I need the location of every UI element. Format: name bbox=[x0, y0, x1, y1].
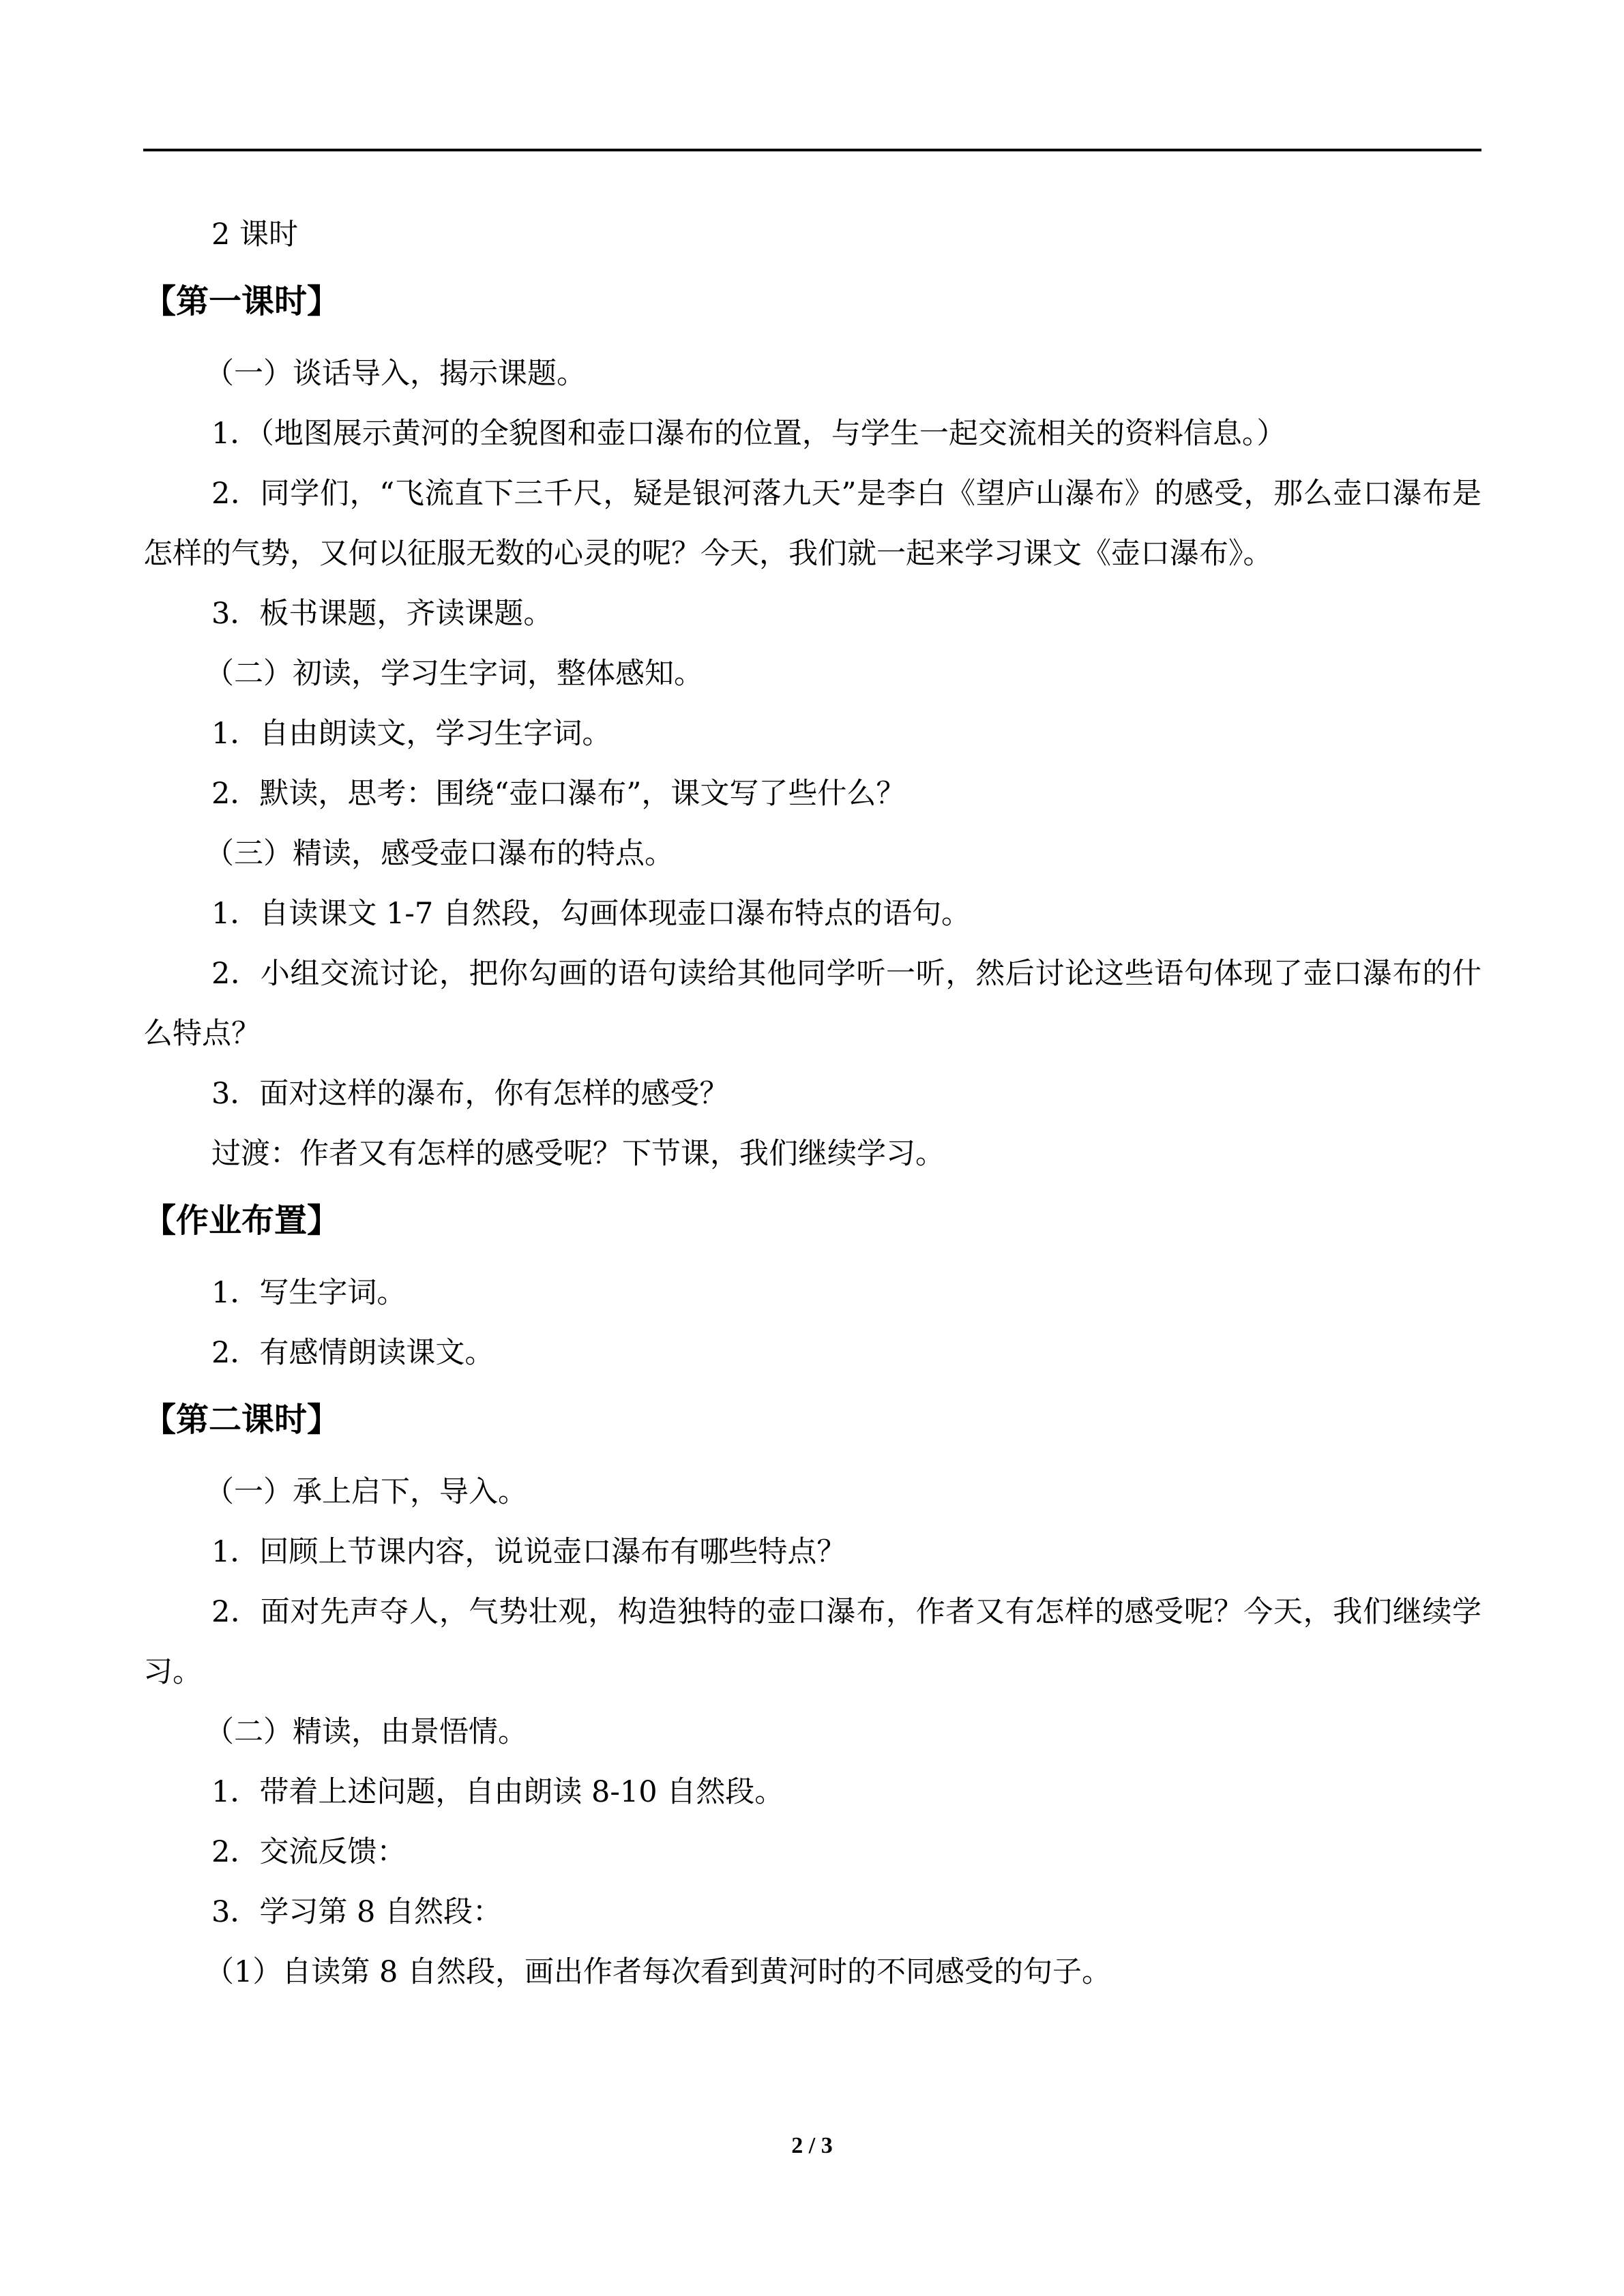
first-lesson-p6: 1．自由朗读文，学习生字词。 bbox=[211, 717, 612, 751]
document-content bbox=[143, 205, 1481, 2002]
second-lesson-p4: （二）精读，由景悟情。 bbox=[205, 1715, 527, 1749]
first-lesson-p10: 2．小组交流讨论，把你勾画的语句读给其他同学听一听，然后讨论这些语句体现了壶口瀑布的什么特点？ bbox=[143, 957, 1481, 1051]
first-lesson-heading: 【第一课时】 bbox=[143, 282, 340, 320]
first-lesson-p5: （二）初读，学习生字词，整体感知。 bbox=[205, 657, 703, 691]
first-lesson-p3: 2．同学们，“飞流直下三千尺，疑是银河落九天”是李白《望庐山瀑布》的感受，那么壶口瀑布是怎样的气势，又何以征服无数的心灵的呢？今天，我们就一起来学习课文《壶口瀑布》。 bbox=[143, 477, 1481, 571]
second-lesson-p8: （1）自读第 8 自然段，画出作者每次看到黄河时的不同感受的句子。 bbox=[205, 1955, 1112, 1989]
homework-heading: 【作业布置】 bbox=[143, 1202, 340, 1240]
first-lesson-p4: 3．板书课题，齐读课题。 bbox=[211, 597, 553, 631]
lesson-count: 2 课时 bbox=[211, 218, 299, 252]
second-lesson-p6: 2．交流反馈： bbox=[211, 1835, 407, 1869]
second-lesson-p2: 1．回顾上节课内容，说说壶口瀑布有哪些特点？ bbox=[211, 1535, 846, 1569]
homework-p2: 2．有感情朗读课文。 bbox=[211, 1336, 494, 1370]
first-lesson-p1: （一）谈话导入，揭示课题。 bbox=[205, 357, 586, 391]
first-lesson-p8: （三）精读，感受壶口瀑布的特点。 bbox=[205, 837, 674, 871]
second-lesson-p1: （一）承上启下，导入。 bbox=[205, 1475, 527, 1509]
second-lesson-heading: 【第二课时】 bbox=[143, 1401, 340, 1439]
second-lesson-p7: 3．学习第 8 自然段： bbox=[211, 1895, 503, 1929]
first-lesson-p2: 1．（地图展示黄河的全貌图和壶口瀑布的位置，与学生一起交流相关的资料信息。） bbox=[211, 417, 1286, 451]
first-lesson-p11: 3．面对这样的瀑布，你有怎样的感受？ bbox=[211, 1077, 729, 1111]
second-lesson-p3: 2．面对先声夺人，气势壮观，构造独特的壶口瀑布，作者又有怎样的感受呢？今天，我们继续学习。 bbox=[143, 1595, 1481, 1689]
first-lesson-p7: 2．默读，思考：围绕“壶口瀑布”，课文写了些什么？ bbox=[211, 777, 906, 811]
page-number: 2 / 3 bbox=[791, 2133, 833, 2158]
homework-p1: 1．写生字词。 bbox=[211, 1276, 407, 1310]
header-rule bbox=[143, 149, 1481, 151]
second-lesson-p5: 1．带着上述问题，自由朗读 8-10 自然段。 bbox=[211, 1775, 784, 1809]
first-lesson-p9: 1．自读课文 1-7 自然段，勾画体现壶口瀑布特点的语句。 bbox=[211, 897, 971, 931]
first-lesson-p12: 过渡：作者又有怎样的感受呢？下节课，我们继续学习。 bbox=[211, 1137, 945, 1171]
